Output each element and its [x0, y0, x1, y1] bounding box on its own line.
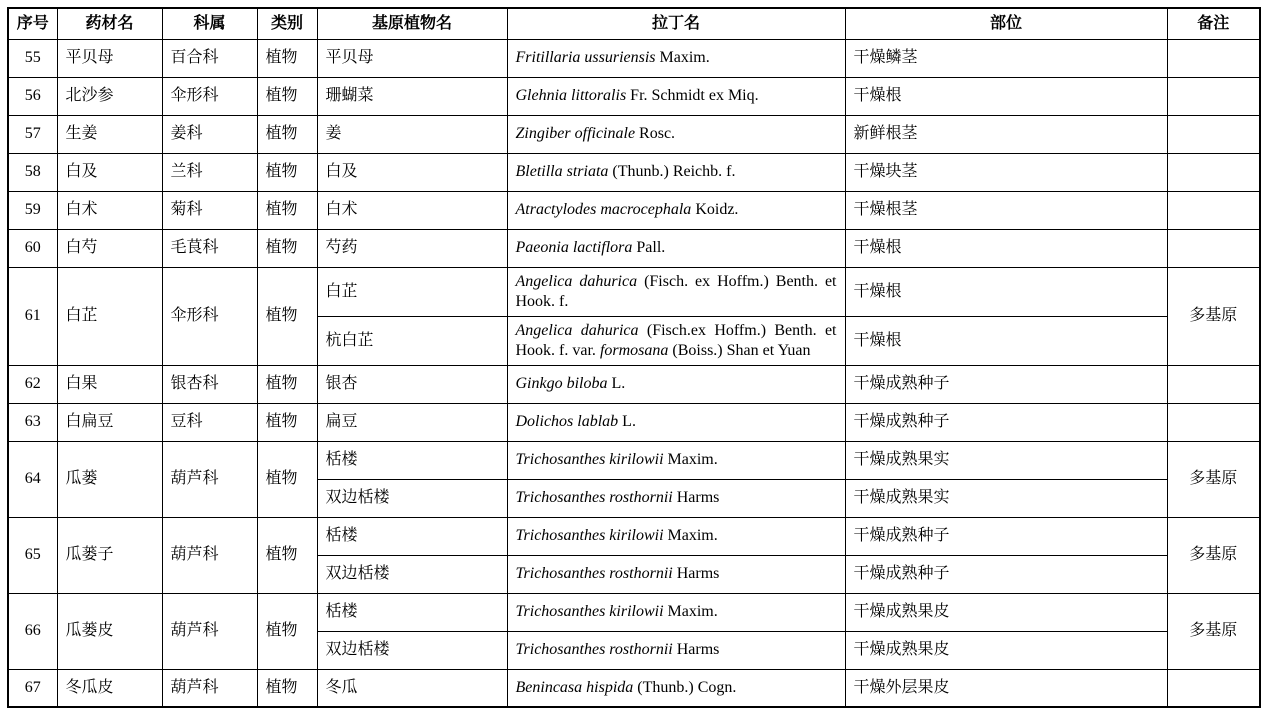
latin-author-text: Harms: [672, 565, 720, 582]
col-header-family: 科属: [162, 8, 257, 39]
cell-plant: 银杏: [317, 365, 507, 403]
latin-author-text: (Thunb.) Cogn.: [633, 678, 737, 696]
cell-latin: [507, 555, 845, 593]
table-row-61-1: [8, 267, 1260, 316]
table-row-60: [8, 229, 1260, 267]
cell-name: 白芍: [57, 229, 162, 267]
cell-category: 植物: [257, 191, 317, 229]
cell-index: 62: [8, 365, 57, 403]
cell-family: 葫芦科: [162, 669, 257, 707]
cell-name: 白芷: [57, 267, 162, 365]
table-row-59: [8, 191, 1260, 229]
cell-category: 植物: [257, 593, 317, 669]
cell-index: 64: [8, 441, 57, 517]
cell-plant: 白芷: [317, 267, 507, 316]
latin-author-text: Fr. Schmidt ex Miq.: [626, 87, 759, 104]
cell-index: 60: [8, 229, 57, 267]
cell-name: 北沙参: [57, 77, 162, 115]
col-header-category: 类别: [257, 8, 317, 39]
cell-part: 干燥成熟果皮: [845, 631, 1167, 669]
cell-note: [1167, 191, 1260, 229]
cell-index: 57: [8, 115, 57, 153]
cell-part: 干燥成熟种子: [845, 365, 1167, 403]
cell-plant: 栝楼: [317, 517, 507, 555]
cell-latin: [507, 153, 845, 191]
latin-binomial-italic: Paeonia lactiflora: [515, 239, 633, 256]
cell-note: [1167, 365, 1260, 403]
latin-binomial-italic: Glehnia littoralis: [515, 87, 627, 104]
latin-author-text: Rosc.: [635, 125, 676, 142]
cell-part: 干燥成熟果实: [845, 441, 1167, 479]
cell-family: 毛茛科: [162, 229, 257, 267]
cell-family: 伞形科: [162, 267, 257, 365]
cell-latin: [507, 517, 845, 555]
latin-binomial-italic: Zingiber officinale: [515, 125, 636, 142]
cell-plant: 双边栝楼: [317, 631, 507, 669]
cell-category: 植物: [257, 39, 317, 77]
cell-latin: [507, 631, 845, 669]
col-header-latin: 拉丁名: [507, 8, 845, 39]
cell-part: 干燥鳞茎: [845, 39, 1167, 77]
latin-author-text: Harms: [672, 641, 720, 658]
cell-part: 干燥成熟种子: [845, 517, 1167, 555]
col-header-note: 备注: [1167, 8, 1260, 39]
latin-binomial-italic: Angelica dahurica: [515, 272, 638, 290]
cell-plant: 扁豆: [317, 403, 507, 441]
cell-family: 葫芦科: [162, 441, 257, 517]
cell-part: 干燥根: [845, 267, 1167, 316]
cell-plant: 双边栝楼: [317, 555, 507, 593]
cell-category: 植物: [257, 115, 317, 153]
cell-latin: [507, 39, 845, 77]
cell-latin: [507, 115, 845, 153]
cell-latin: [507, 365, 845, 403]
cell-latin: [507, 441, 845, 479]
latin-author-text: Maxim.: [663, 451, 718, 468]
cell-category: 植物: [257, 441, 317, 517]
latin-binomial-italic: Trichosanthes rosthornii: [515, 565, 673, 582]
cell-category: 植物: [257, 267, 317, 365]
table-row-58: [8, 153, 1260, 191]
cell-index: 65: [8, 517, 57, 593]
cell-name: 白扁豆: [57, 403, 162, 441]
table-row-64-1: [8, 441, 1260, 479]
latin-binomial-italic: Trichosanthes rosthornii: [515, 641, 673, 658]
cell-note: [1167, 669, 1260, 707]
latin-binomial-italic: Trichosanthes kirilowii: [515, 451, 664, 468]
cell-latin: [507, 316, 845, 365]
cell-family: 豆科: [162, 403, 257, 441]
latin-binomial-italic: Trichosanthes rosthornii: [515, 489, 673, 506]
cell-latin: [507, 593, 845, 631]
cell-note: [1167, 153, 1260, 191]
latin-binomial-italic: Angelica dahurica: [515, 321, 639, 339]
latin-binomial-italic: Fritillaria ussuriensis: [515, 49, 656, 66]
cell-category: 植物: [257, 517, 317, 593]
latin-author-text: Harms: [672, 489, 720, 506]
cell-family: 葫芦科: [162, 517, 257, 593]
cell-plant: 双边栝楼: [317, 479, 507, 517]
cell-index: 55: [8, 39, 57, 77]
cell-family: 百合科: [162, 39, 257, 77]
cell-plant: 杭白芷: [317, 316, 507, 365]
table-body: [8, 39, 1260, 707]
latin-binomial-italic: Trichosanthes kirilowii: [515, 603, 664, 620]
cell-note: 多基原: [1167, 267, 1260, 365]
latin-author-text: (Fisch.ex Hoffm.) Benth. et Hook. f. var.: [515, 321, 837, 359]
cell-note: 多基原: [1167, 517, 1260, 593]
latin-author-text: Pall.: [632, 239, 666, 256]
cell-category: 植物: [257, 229, 317, 267]
cell-family: 葫芦科: [162, 593, 257, 669]
cell-latin: [507, 191, 845, 229]
cell-plant: 冬瓜: [317, 669, 507, 707]
cell-note: 多基原: [1167, 441, 1260, 517]
cell-part: 干燥根: [845, 316, 1167, 365]
latin-author-text: Maxim.: [655, 49, 710, 66]
cell-name: 瓜蒌皮: [57, 593, 162, 669]
cell-note: [1167, 39, 1260, 77]
cell-name: 白果: [57, 365, 162, 403]
latin-author-text: Maxim.: [663, 603, 718, 620]
cell-name: 冬瓜皮: [57, 669, 162, 707]
herb-table: [7, 7, 1261, 708]
table-row-56: [8, 77, 1260, 115]
cell-family: 伞形科: [162, 77, 257, 115]
cell-part: 干燥根茎: [845, 191, 1167, 229]
col-header-name: 药材名: [57, 8, 162, 39]
latin-author-text: (Thunb.) Reichb. f.: [608, 163, 736, 180]
cell-index: 58: [8, 153, 57, 191]
latin-author-text: L.: [618, 413, 636, 430]
latin-author-text: (Boiss.) Shan et Yuan: [668, 341, 811, 359]
cell-index: 59: [8, 191, 57, 229]
cell-part: 新鲜根茎: [845, 115, 1167, 153]
cell-name: 白及: [57, 153, 162, 191]
latin-author-text: Maxim.: [663, 527, 718, 544]
cell-plant: 栝楼: [317, 593, 507, 631]
col-header-index: 序号: [8, 8, 57, 39]
cell-latin: [507, 479, 845, 517]
cell-index: 67: [8, 669, 57, 707]
cell-category: 植物: [257, 77, 317, 115]
cell-category: 植物: [257, 403, 317, 441]
cell-family: 菊科: [162, 191, 257, 229]
cell-name: 生姜: [57, 115, 162, 153]
cell-plant: 栝楼: [317, 441, 507, 479]
latin-author-text: L.: [607, 375, 626, 392]
cell-latin: [507, 267, 845, 316]
table-row-67: [8, 669, 1260, 707]
cell-index: 56: [8, 77, 57, 115]
cell-part: 干燥块茎: [845, 153, 1167, 191]
cell-plant: 姜: [317, 115, 507, 153]
cell-category: 植物: [257, 669, 317, 707]
table-header-row: [8, 8, 1260, 39]
latin-binomial-italic: formosana: [599, 341, 669, 359]
cell-plant: 平贝母: [317, 39, 507, 77]
cell-note: [1167, 77, 1260, 115]
cell-index: 66: [8, 593, 57, 669]
cell-family: 兰科: [162, 153, 257, 191]
cell-part: 干燥根: [845, 229, 1167, 267]
cell-category: 植物: [257, 153, 317, 191]
cell-part: 干燥根: [845, 77, 1167, 115]
table-row-65-1: [8, 517, 1260, 555]
table-row-62: [8, 365, 1260, 403]
latin-binomial-italic: Bletilla striata: [515, 163, 609, 180]
cell-plant: 芍药: [317, 229, 507, 267]
cell-part: 干燥成熟种子: [845, 403, 1167, 441]
cell-name: 平贝母: [57, 39, 162, 77]
cell-latin: [507, 403, 845, 441]
cell-latin: [507, 229, 845, 267]
cell-index: 63: [8, 403, 57, 441]
table-row-63: [8, 403, 1260, 441]
latin-binomial-italic: Dolichos lablab: [515, 413, 619, 430]
cell-name: 瓜蒌: [57, 441, 162, 517]
cell-note: 多基原: [1167, 593, 1260, 669]
table-row-66-1: [8, 593, 1260, 631]
cell-name: 白术: [57, 191, 162, 229]
cell-family: 姜科: [162, 115, 257, 153]
cell-plant: 珊蝴菜: [317, 77, 507, 115]
cell-category: 植物: [257, 365, 317, 403]
cell-family: 银杏科: [162, 365, 257, 403]
cell-note: [1167, 403, 1260, 441]
cell-latin: [507, 669, 845, 707]
cell-name: 瓜蒌子: [57, 517, 162, 593]
col-header-part: 部位: [845, 8, 1167, 39]
latin-binomial-italic: Atractylodes macrocephala: [515, 201, 692, 218]
table-row-55: [8, 39, 1260, 77]
latin-binomial-italic: Trichosanthes kirilowii: [515, 527, 664, 544]
col-header-plant: 基原植物名: [317, 8, 507, 39]
latin-author-text: Koidz.: [691, 201, 739, 218]
cell-plant: 白术: [317, 191, 507, 229]
latin-binomial-italic: Ginkgo biloba: [515, 375, 608, 392]
cell-part: 干燥成熟果皮: [845, 593, 1167, 631]
cell-note: [1167, 115, 1260, 153]
table-row-57: [8, 115, 1260, 153]
cell-part: 干燥成熟果实: [845, 479, 1167, 517]
cell-index: 61: [8, 267, 57, 365]
cell-plant: 白及: [317, 153, 507, 191]
cell-part: 干燥成熟种子: [845, 555, 1167, 593]
cell-latin: [507, 77, 845, 115]
latin-author-text: (Fisch. ex Hoffm.) Benth. et Hook. f.: [515, 272, 837, 310]
cell-note: [1167, 229, 1260, 267]
latin-binomial-italic: Benincasa hispida: [515, 678, 634, 696]
cell-part: 干燥外层果皮: [845, 669, 1167, 707]
